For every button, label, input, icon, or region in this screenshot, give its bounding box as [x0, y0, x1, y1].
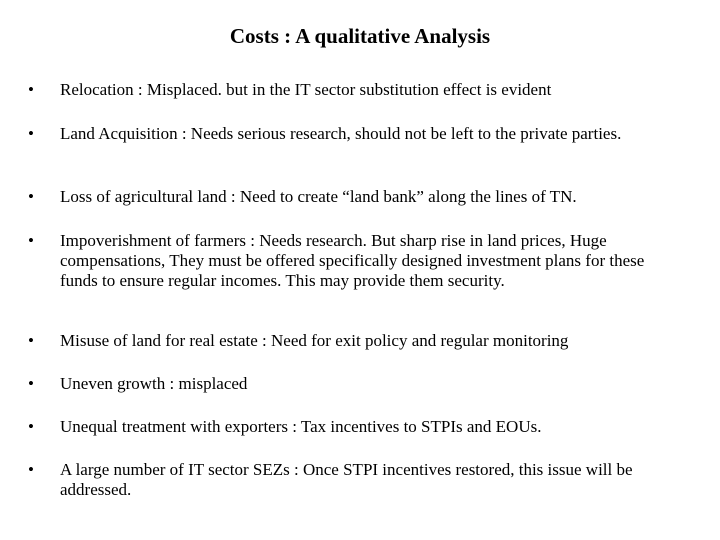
bullet-icon: • — [28, 80, 34, 99]
bullet-text: Relocation : Misplaced. but in the IT sector substitution effect is evident — [60, 80, 552, 99]
bullet-icon: • — [28, 417, 34, 436]
bullet-item-relocation — [28, 80, 678, 100]
bullet-item-it-sector-sezs — [28, 460, 678, 500]
bullet-item-unequal-treatment — [28, 417, 678, 437]
bullet-icon: • — [28, 460, 34, 479]
bullet-text: A large number of IT sector SEZs : Once STPI incentives restored, this issue will be addressed. — [60, 460, 633, 499]
bullet-icon: • — [28, 374, 34, 393]
bullet-item-land-acquisition — [28, 124, 678, 144]
bullet-item-agricultural-land — [28, 187, 678, 207]
slide-title: Costs : A qualitative Analysis — [229, 24, 491, 48]
bullet-icon: • — [28, 331, 34, 350]
bullet-item-impoverishment — [28, 231, 678, 291]
bullet-text: Loss of agricultural land : Need to create “land bank” along the lines of TN. — [60, 187, 577, 206]
bullet-item-misuse-of-land — [28, 331, 678, 351]
bullet-icon: • — [28, 124, 34, 143]
bullet-text: Land Acquisition : Needs serious research, should not be left to the private parties. — [60, 124, 622, 143]
bullet-item-uneven-growth — [28, 374, 678, 394]
bullet-text: Misuse of land for real estate : Need for exit policy and regular monitoring — [60, 331, 569, 350]
bullet-text: Uneven growth : misplaced — [60, 374, 248, 393]
bullet-text: Impoverishment of farmers : Needs research. But sharp rise in land prices, Huge compensations, They must be offered specifically designed investment plans for these funds to ensure regular incomes. This may provide them security. — [60, 231, 645, 290]
bullet-icon: • — [28, 231, 34, 250]
bullet-icon: • — [28, 187, 34, 206]
bullet-text: Unequal treatment with exporters : Tax incentives to STPIs and EOUs. — [60, 417, 542, 436]
